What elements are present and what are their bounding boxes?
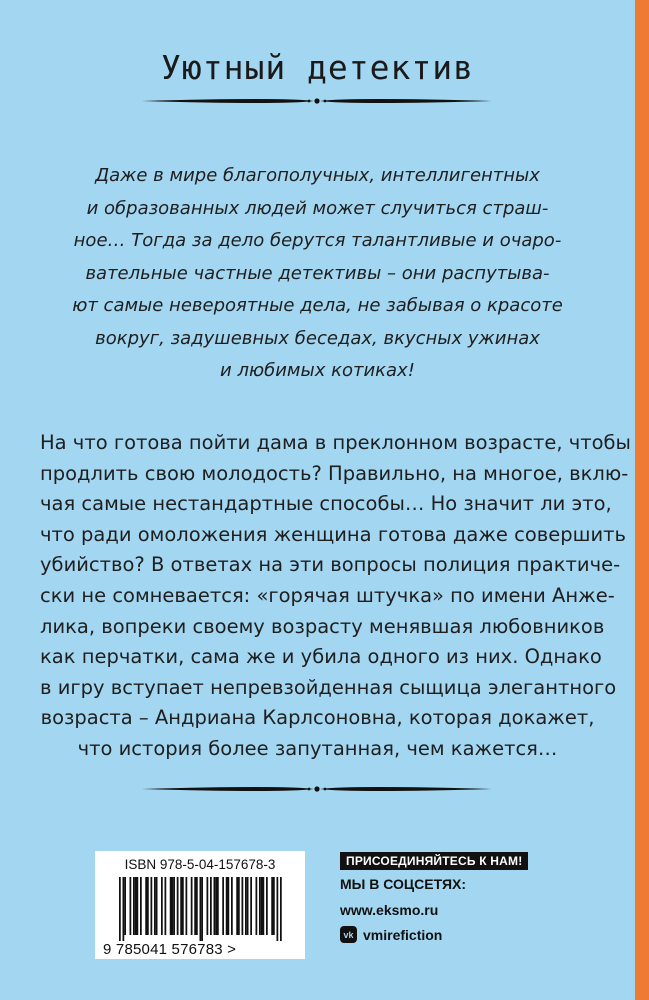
barcode-bar bbox=[266, 877, 268, 935]
barcode-bar bbox=[135, 877, 137, 935]
barcode-bar bbox=[145, 877, 147, 935]
barcode-bar bbox=[271, 877, 273, 935]
synopsis-line: в игру вступает непревзойденная сыщица элегантного bbox=[40, 675, 617, 699]
barcode-bar bbox=[263, 877, 265, 935]
barcode-bar bbox=[200, 877, 202, 941]
barcode-bar bbox=[182, 877, 184, 935]
social-heading: МЫ В СОЦСЕТЯХ: bbox=[340, 876, 467, 892]
barcode-bar bbox=[259, 877, 261, 935]
ornament-divider-top bbox=[142, 94, 492, 108]
blurb-line: и образованных людей может случиться страш- bbox=[86, 197, 549, 219]
barcode-bar bbox=[191, 877, 193, 935]
website-link[interactable]: www.eksmo.ru bbox=[340, 902, 439, 918]
barcode-bar bbox=[217, 877, 219, 935]
barcode-bar bbox=[214, 877, 216, 935]
barcode-bar bbox=[123, 877, 125, 941]
vk-handle: vmirefiction bbox=[363, 926, 443, 943]
barcode-bar bbox=[210, 877, 212, 935]
barcode-bar bbox=[137, 877, 139, 935]
barcode-bar bbox=[194, 877, 196, 935]
barcode-bar bbox=[154, 877, 156, 935]
barcode-bar bbox=[256, 877, 258, 935]
barcode-bar bbox=[228, 877, 230, 935]
barcode-bar bbox=[173, 877, 175, 935]
barcode-bar bbox=[226, 877, 228, 935]
social-block bbox=[340, 852, 580, 943]
barcode-bar bbox=[215, 877, 217, 935]
barcode-bar bbox=[170, 877, 172, 935]
barcode-bar bbox=[245, 877, 247, 935]
barcode-bar bbox=[231, 877, 233, 935]
synopsis-line: как перчатки, сама же и убила одного из них. Однако bbox=[40, 645, 602, 669]
vk-logo-icon: vk bbox=[340, 926, 357, 943]
synopsis-line: что история более запутанная, чем кажется… bbox=[77, 736, 558, 760]
series-title: Уютный детектив bbox=[160, 48, 474, 87]
barcode-bar bbox=[186, 877, 188, 935]
synopsis-line: чая самые нестандартные способы… Но значит ли это, bbox=[40, 492, 612, 516]
blurb-line: вательные частные детективы – они распутыва- bbox=[85, 262, 550, 284]
isbn-barcode bbox=[95, 851, 305, 959]
barcode-bar bbox=[140, 877, 142, 935]
barcode-bar bbox=[119, 877, 121, 941]
barcode-bar bbox=[161, 877, 163, 935]
synopsis-line: продлить свою молодость? Правильно, на многое, вклю- bbox=[40, 461, 629, 485]
blurb-line: ное… Тогда за дело берутся талантливые и очаро- bbox=[73, 230, 562, 251]
barcode-bar bbox=[222, 877, 224, 935]
barcode-bar bbox=[172, 877, 174, 935]
barcode-bar bbox=[201, 877, 203, 941]
barcode-bar bbox=[207, 877, 209, 935]
barcode-bar bbox=[242, 877, 244, 935]
join-us-badge: ПРИСОЕДИНЯЙТЕСЬ К НАМ! bbox=[340, 852, 528, 870]
isbn-label: ISBN 978-5-04-157678-3 bbox=[124, 857, 276, 872]
synopsis-line: что ради омоложения женщина готова даже совершить bbox=[40, 522, 627, 546]
barcode-bar bbox=[151, 877, 153, 935]
ornament-divider-bottom bbox=[142, 782, 492, 796]
barcode-bar bbox=[250, 877, 252, 935]
synopsis-line: На что готова пойти дама в преклонном возрасте, чтобы bbox=[40, 431, 631, 454]
book-synopsis bbox=[40, 428, 631, 765]
barcode-bar bbox=[277, 877, 279, 941]
orange-edge-stripe bbox=[635, 0, 649, 1000]
barcode-bar bbox=[147, 877, 149, 935]
barcode-bar bbox=[177, 877, 179, 935]
blurb-line: ют самые невероятные дела, не забывая о красоте bbox=[72, 295, 563, 316]
blurb-line: вокруг, задушевных беседах, вкусных ужинах bbox=[95, 327, 540, 349]
barcode-bar bbox=[236, 877, 238, 935]
synopsis-line: возраста – Андриана Карлсоновна, которая докажет, bbox=[40, 706, 595, 730]
series-blurb bbox=[60, 160, 575, 388]
barcode-bar bbox=[196, 877, 198, 935]
barcode-bar bbox=[247, 877, 249, 935]
blurb-line: и любимых котиках! bbox=[220, 360, 415, 381]
synopsis-line: лика, вопреки своему возрасту менявшая любовников bbox=[40, 614, 605, 638]
barcode-bar bbox=[133, 877, 135, 935]
barcode-bar bbox=[238, 877, 240, 935]
barcode-bar bbox=[124, 877, 126, 935]
synopsis-line: ски не сомневается: «горячая штучка» по имени Анже- bbox=[40, 583, 615, 607]
synopsis-line: убийство? В ответах на эти вопросы полиция практиче- bbox=[40, 553, 621, 577]
barcode-bar bbox=[273, 877, 275, 935]
barcode-bar bbox=[180, 877, 182, 935]
barcode-bar bbox=[165, 877, 167, 935]
barcode-bar bbox=[261, 877, 263, 935]
barcode-bar bbox=[156, 877, 158, 935]
barcode-digits: 9 785041 576783 > bbox=[103, 941, 237, 958]
vk-link[interactable] bbox=[340, 926, 580, 943]
blurb-line: Даже в мире благополучных, интеллигентных bbox=[95, 165, 540, 186]
barcode-bar bbox=[280, 877, 282, 941]
barcode-bar bbox=[130, 877, 132, 935]
